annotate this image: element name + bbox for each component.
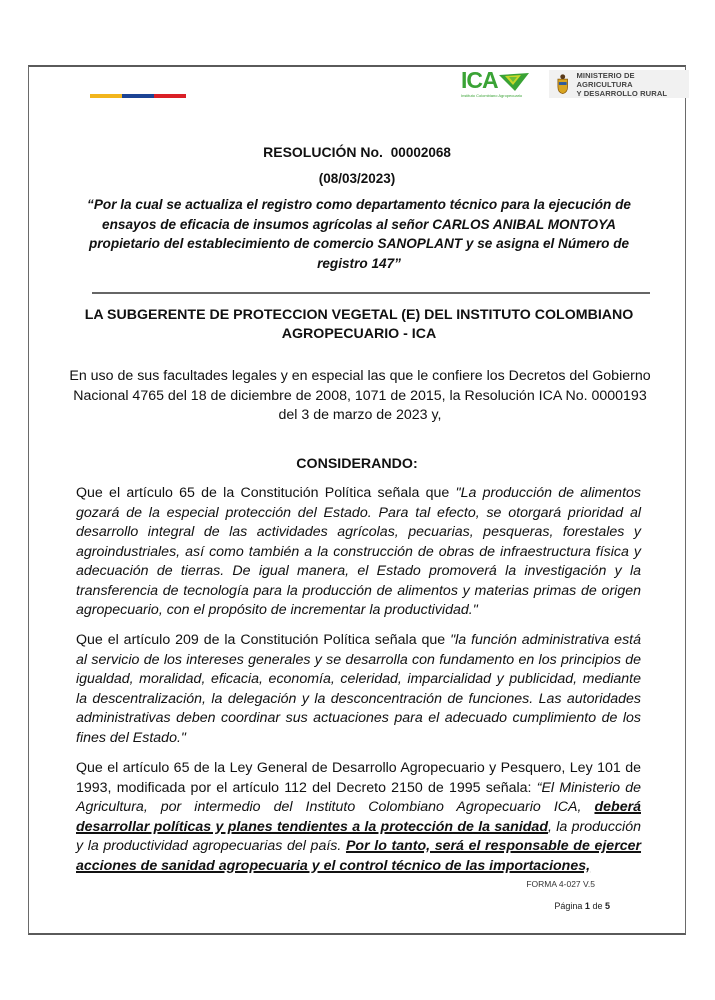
considerando-paragraph-3: Que el artículo 65 de la Ley General de Desarrollo Agropecuario y Pesquero, Ley 101 de 1993, modificada por el artículo 112 del Decreto 2150 de 1995 señala: “El Ministerio de Agricultura, por intermedio del Instituto Colombiano Agropecuario ICA, deberá desarrollar políticas y planes tendientes a la protección de la sanidad, la producción y la productividad agropecuarias del país. Por lo tanto, será el responsable de ejercer acciones de sanidad agropecuaria y el control técnico de las importaciones, [76, 760, 642, 874]
emphasized-text: deberá desarrollar políticas y planes tendientes a la protección de la sanidad [76, 799, 641, 835]
constitution-quote: "la función administrativa está al servicio de los intereses generales y se desarrolla con fundamento en los principios de igualdad, moralidad, eficacia, economía, celeridad, imparcialidad y publicidad, mediante la descentralización, la delegación y la desconcentración de funciones. Las autoridades administrativas deben coordinar sus actuaciones para el adecuado cumplimiento de los fines del Estado." [76, 632, 641, 746]
resolution-number: 00002068 [390, 145, 451, 160]
constitution-quote: "La producción de alimentos gozará de la especial protección del Estado. Para tal efecto, se otorgará prioridad al desarrollo integral de las actividades agrícolas, pecuarias, pesqueras, forestales y agroindustriales, así como también a la construcción de obras de infraestructura física y adecuación de tierras. De igual manera, el Estado promoverá la investigación y la transferencia de tecnología para la producción de alimentos y materias primas de origen agropecuario, con el propósito de incrementar la productividad." [76, 485, 641, 618]
issuing-authority: LA SUBGERENTE DE PROTECCION VEGETAL (E) DEL INSTITUTO COLOMBIANO AGROPECUARIO - ICA [84, 307, 634, 342]
considerando-paragraph-2: Que el artículo 209 de la Constitución Política señala que "la función administrativa está al servicio de los intereses generales y se desarrolla con fundamento en los principios de igualdad, moralidad, eficacia, economía, celeridad, imparcialidad y publicidad, mediante la descentralización, la delegación y la desconcentración de funciones. Las autoridades administrativas deben coordinar sus actuaciones para el adecuado cumplimiento de los fines del Estado." [76, 632, 641, 746]
flag-red [154, 94, 186, 98]
ica-logo [461, 69, 531, 101]
document-page [28, 65, 686, 935]
resolution-date: (08/03/2023) [318, 171, 396, 186]
ica-logo-subtitle: Instituto Colombiano Agropecuario [461, 93, 523, 98]
emphasized-text: Por lo tanto, será el responsable de ejercer acciones de sanidad agropecuaria y el control técnico de las importaciones, [76, 838, 642, 874]
ministry-logo [549, 70, 689, 98]
resolution-title [29, 144, 685, 160]
considerando-paragraph-1: Que el artículo 65 de la Constitución Política señala que "La producción de alimentos gozará de la especial protección del Estado. Para tal efecto, se otorgará prioridad al desarrollo integral de las actividades agrícolas, pecuarias, pesqueras, forestales y agroindustriales, así como también a la construcción de obras de infraestructura física y adecuación de tierras. De igual manera, el Estado promoverá la investigación y la transferencia de tecnología para la producción de alimentos y materias primas de origen agropecuario, con el propósito de incrementar la productividad." [76, 485, 641, 618]
ica-leaf-icon [499, 73, 529, 91]
colombia-flag-stripe [90, 94, 186, 98]
resolution-label: RESOLUCIÓN No. [263, 144, 383, 160]
considerando-heading: CONSIDERANDO: [296, 456, 418, 472]
coat-of-arms-icon [555, 73, 570, 95]
flag-blue [122, 94, 154, 98]
horizontal-divider [92, 292, 650, 294]
page-number: Página 1 de 5 [554, 901, 610, 911]
ica-logo-text: ICA [461, 67, 498, 93]
form-code: FORMA 4-027 V.5 [526, 879, 595, 889]
resolution-subject: “Por la cual se actualiza el registro como departamento técnico para la ejecución de ensayos de eficacia de insumos agrícolas al señor CARLOS ANIBAL MONTOYA propietario del establecimiento de comercio SANOPLANT y se asigna el Número de registro 147” [87, 197, 631, 271]
legal-powers-preamble: En uso de sus facultades legales y en especial las que le confiere los Decretos del Gobierno Nacional 4765 del 18 de diciembre de 2008, 1071 de 2015, la Resolución ICA No. 0000193 del 3 de marzo de 2023 y, [69, 368, 651, 423]
flag-yellow [90, 94, 122, 98]
ministry-name: MINISTERIO DE AGRICULTURA Y DESARROLLO RURAL [576, 70, 668, 98]
